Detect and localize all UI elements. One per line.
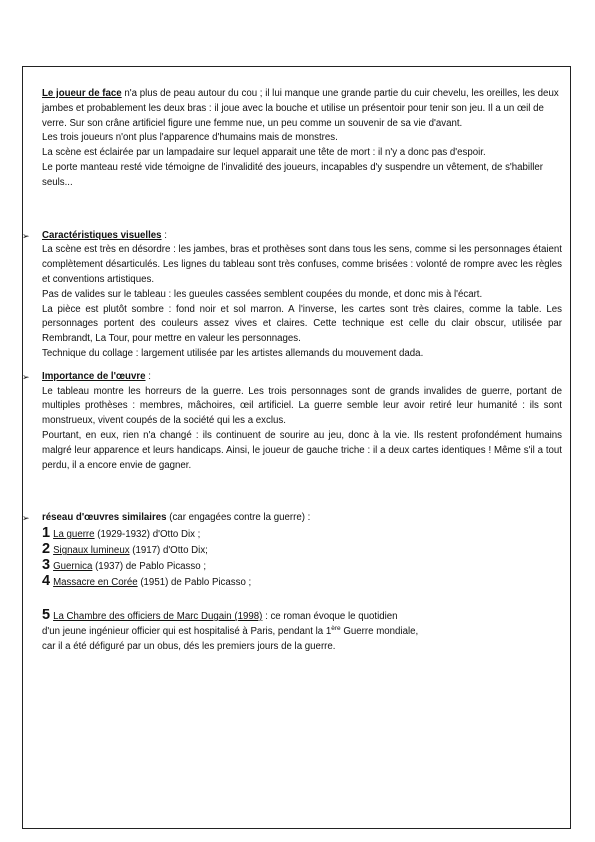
- item-rest: (1937) de Pablo Picasso ;: [92, 561, 207, 573]
- item5-line3: car il a été défiguré par un obus, dés les premiers jours de la guerre.: [42, 641, 336, 653]
- intro-line-2: Les trois joueurs n'ont plus l'apparence d'humains mais de monstres.: [42, 132, 338, 144]
- intro-line-1: n'a plus de peau autour du cou ; il lui manque une grande partie du cuir chevelu, les oreilles, les deux jambes et probablement les deux bras : il joue avec la bouche et utilise un présentoir pour tenir son jeu. Il a un œil de verre. Sur son crâne artificiel figure une femme nue, un peu comme un souvenir de sa vie d'avant.: [42, 88, 559, 129]
- section-reseau: [22, 511, 562, 654]
- arrow-bullet-icon: ➢: [22, 230, 30, 241]
- reseau-item-5: [42, 608, 562, 654]
- item-work: Guernica: [53, 561, 93, 573]
- section-visuelles: [22, 229, 562, 362]
- item5-line2b: Guerre mondiale,: [340, 626, 419, 638]
- item5-line2a: d'un jeune ingénieur officier qui est hospitalisé à Paris, pendant la 1: [42, 626, 332, 638]
- item-number: 1: [42, 525, 51, 542]
- item-work: Signaux lumineux: [53, 545, 130, 557]
- arrow-bullet-icon: ➢: [22, 513, 30, 524]
- item-work: La guerre: [53, 529, 95, 541]
- intro-line-4: Le porte manteau resté vide témoigne de l'invalidité des joueurs, incapables d'y suspendre un vêtement, de s'habiller seuls...: [42, 161, 543, 188]
- importance-p2: Pourtant, en eux, rien n'a changé : ils continuent de sourire au jeu, donc à la vie. Ils restent profondément humains malgré leur apparence et leurs handicaps. Ainsi, le joueur de gauche triche : il a deux cartes identiques ! Même s'il a tout perdu, il a encore envie de gagner.: [42, 429, 562, 471]
- item-rest: (1951) de Pablo Picasso ;: [137, 577, 252, 589]
- item-work: Massacre en Corée: [53, 577, 138, 589]
- item-rest: : ce roman évoque le quotidien: [262, 611, 398, 623]
- visuelles-p4: Technique du collage : largement utilisée par les artistes allemands du mouvement dada.: [42, 347, 424, 359]
- reseau-title: réseau d'œuvres similaires: [42, 512, 167, 524]
- reseau-item: [42, 526, 562, 542]
- visuelles-title: Caractéristiques visuelles: [42, 229, 162, 241]
- visuelles-title-suffix: :: [161, 229, 167, 241]
- importance-title: Importance de l'œuvre: [42, 370, 146, 382]
- reseau-item: [42, 542, 562, 558]
- intro-lead: Le joueur de face: [42, 88, 122, 99]
- reseau-item: [42, 558, 562, 574]
- reseau-item: [42, 574, 562, 590]
- document-body: [22, 87, 562, 654]
- intro-line-3: La scène est éclairée par un lampadaire sur lequel apparait une tête de mort : il n'y a donc pas d'espoir.: [42, 147, 486, 159]
- item-number: 2: [42, 541, 51, 558]
- reseau-title-suffix: (car engagées contre la guerre) :: [166, 512, 311, 524]
- visuelles-p1: La scène est très en désordre : les jambes, bras et prothèses sont dans tous les sens, comme si les personnages étaient complètement désarticulés. Les lignes du tableau sont très confuses, comme brisées : volonté de rompre avec les règles et conventions artistiques.: [42, 244, 562, 285]
- arrow-bullet-icon: ➢: [22, 371, 30, 382]
- visuelles-p3: La pièce est plutôt sombre : fond noir et sol marron. A l'inverse, les cartes sont très claires, comme la table. Les personnages portent des couleurs assez vives et claires. Cette technique est celle du clair obscur, utilisée par Rembrandt, La Tour, pour mettre en valeur les personnages.: [42, 303, 562, 345]
- intro-paragraph: [42, 87, 562, 131]
- visuelles-p2: Pas de valides sur le tableau : les gueules cassées semblent coupées du monde, et donc mis à l'écart.: [42, 288, 483, 300]
- item-rest: (1917) d'Otto Dix;: [129, 545, 208, 557]
- section-importance: [22, 370, 562, 474]
- item-number: 4: [42, 573, 51, 590]
- item-number: 3: [42, 557, 51, 574]
- item5-superscript: ère: [331, 624, 341, 632]
- item-rest: (1929-1932) d'Otto Dix ;: [94, 529, 201, 541]
- item-number: 5: [42, 607, 51, 624]
- importance-p1: Le tableau montre les horreurs de la guerre. Les trois personnages sont de grands invalides de guerre, portant de multiples prothèses : membres, mâchoires, œil artificiel. La guerre semble leur avoir retiré leur humanité : ils sont monstrueux, vivent coupés de la société qui les a exclus.: [42, 385, 562, 427]
- item-work: La Chambre des officiers de Marc Dugain (1998): [53, 611, 263, 623]
- importance-title-suffix: :: [145, 370, 151, 382]
